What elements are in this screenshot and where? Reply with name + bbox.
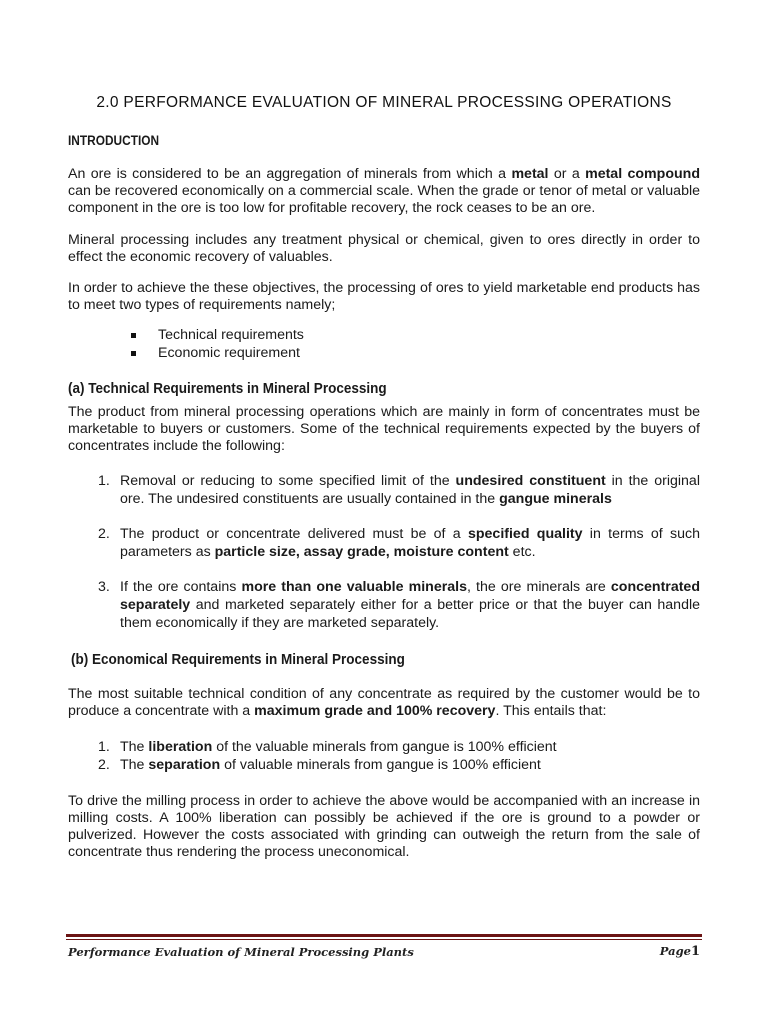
section-b-conclusion: To drive the milling process in order to achieve the above would be accompanied with an increase in milling costs. A 100% liberation can possibly be achieved if the ore is ground to a powder or pulverized. However the costs associated with grinding can outweigh the return from the sale of concentrate thus rendering the process uneconomical. xyxy=(68,793,700,860)
list-item: 2. The product or concentrate delivered must be of a specified quality in terms of such parameters as particle size, assay grade, moisture content etc. xyxy=(98,526,700,560)
list-item: Economic requirement xyxy=(128,344,304,362)
list-item: Technical requirements xyxy=(128,326,304,344)
list-item: 1. Removal or reducing to some specified limit of the undesired constituent in the original ore. The undesired constituents are usually contained in the gangue minerals xyxy=(98,473,700,507)
economic-requirements-list xyxy=(98,738,700,774)
intro-paragraph-2: Mineral processing includes any treatment physical or chemical, given to ores directly in order to effect the economic recovery of valuables. xyxy=(68,232,700,265)
list-item: 2. The separation of valuable minerals from gangue is 100% efficient xyxy=(98,757,541,773)
footer-page-number: Page1 xyxy=(659,944,700,959)
technical-requirements-list-3 xyxy=(98,578,700,632)
intro-paragraph-1: An ore is considered to be an aggregation of minerals from which a metal or a metal compound can be recovered economically on a commercial scale. When the grade or tenor of metal or valuable component in the ore is too low for profitable recovery, the rock ceases to be an ore. xyxy=(68,166,700,216)
section-b-intro: The most suitable technical condition of any concentrate as required by the customer would be to produce a concentrate with a maximum grade and 100% recovery. This entails that: xyxy=(68,686,700,719)
section-b-heading: (b) Economical Requirements in Mineral Processing xyxy=(71,651,405,668)
list-item: 1. The liberation of the valuable minerals from gangue is 100% efficient xyxy=(98,739,557,755)
section-a-heading: (a) Technical Requirements in Mineral Processing xyxy=(68,380,387,397)
list-item: 3. If the ore contains more than one valuable minerals, the ore minerals are concentrated separately and marketed separately either for a better price or that the buyer can handle them economically if they are marketed separately. xyxy=(98,579,700,631)
technical-requirements-list xyxy=(98,472,700,508)
intro-paragraph-3: In order to achieve the these objectives, the processing of ores to yield marketable end products has to meet two types of requirements namely; xyxy=(68,280,700,313)
footer-document-title: Performance Evaluation of Mineral Processing Plants xyxy=(68,945,414,959)
requirement-types-list xyxy=(128,326,304,362)
technical-requirements-list-2 xyxy=(98,525,700,561)
introduction-heading: INTRODUCTION xyxy=(68,133,160,148)
footer-divider xyxy=(66,934,702,937)
footer-divider-thin xyxy=(66,939,702,940)
section-a-intro: The product from mineral processing operations which are mainly in form of concentrates must be marketable to buyers or customers. Some of the technical requirements expected by the buyers of concentrates include the following: xyxy=(68,404,700,454)
page-title: 2.0 PERFORMANCE EVALUATION OF MINERAL PROCESSING OPERATIONS xyxy=(96,94,672,111)
